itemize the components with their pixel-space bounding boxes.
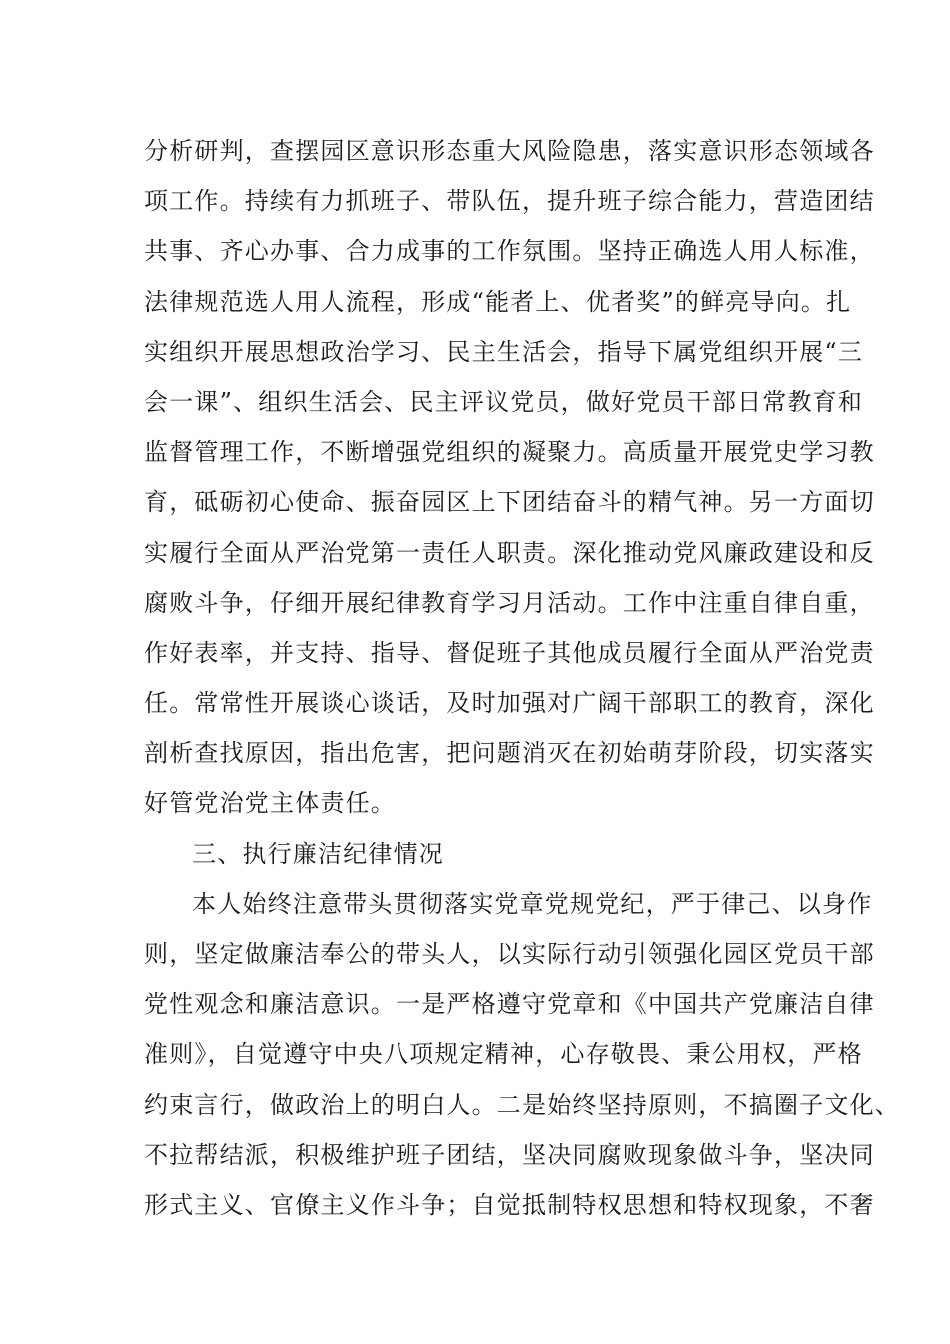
paragraph-line: 剖析查找原因，指出危害，把问题消灭在初始萌芽阶段，切实落实: [144, 739, 875, 768]
paragraph-line: 监督管理工作，不断增强党组织的凝聚力。高质量开展党史学习教: [144, 438, 875, 467]
paragraph-line: 项工作。持续有力抓班子、带队伍，提升班子综合能力，营造团结: [144, 187, 875, 216]
paragraph-line: 育，砥砺初心使命、振奋园区上下团结奋斗的精气神。另一方面切: [144, 488, 875, 517]
paragraph-line: 不拉帮结派，积极维护班子团结，坚决同腐败现象做斗争，坚决同: [144, 1140, 875, 1169]
section-heading: 三、执行廉洁纪律情况: [192, 839, 444, 868]
paragraph-line: 准则》，自觉遵守中央八项规定精神，心存敬畏、秉公用权，严格: [144, 1040, 863, 1069]
paragraph-line: 腐败斗争，仔细开展纪律教育学习月活动。工作中注重自律自重，: [144, 588, 875, 617]
paragraph-line: 约束言行，做政治上的明白人。二是始终坚持原则，不搞圈子文化、: [144, 1090, 900, 1119]
paragraph-line: 作好表率，并支持、指导、督促班子其他成员履行全面从严治党责: [144, 638, 875, 667]
paragraph-line: 则，坚定做廉洁奉公的带头人，以实际行动引领强化园区党员干部: [144, 940, 875, 968]
paragraph-line: 任。常常性开展谈心谈话，及时加强对广阔干部职工的教育，深化: [144, 689, 875, 718]
paragraph-line: 实履行全面从严治党第一责任人职责。深化推动党风廉政建设和反: [144, 538, 875, 567]
paragraph-line: 党性观念和廉洁意识。一是严格遵守党章和《中国共产党廉洁自律: [144, 990, 875, 1019]
paragraph-line: 本人始终注意带头贯彻落实党章党规党纪，严于律己、以身作: [192, 889, 873, 918]
paragraph-line: 实组织开展思想政治学习、民主生活会，指导下属党组织开展“三: [144, 337, 864, 366]
paragraph-line: 法律规范选人用人流程，形成“能者上、优者奖”的鲜亮导向。扎: [144, 287, 852, 316]
paragraph-line: 形式主义、官僚主义作斗争；自觉抵制特权思想和特权现象，不奢: [144, 1190, 875, 1219]
paragraph-line: 分析研判，查摆园区意识形态重大风险隐患，落实意识形态领域各: [144, 137, 875, 165]
paragraph-line: 会一课”、组织生活会、民主评议党员，做好党员干部日常教育和: [144, 387, 864, 416]
paragraph-line: 好管党治党主体责任。: [144, 789, 396, 818]
body-text: [144, 126, 900, 1230]
paragraph-line: 共事、齐心办事、合力成事的工作氛围。坚持正确选人用人标准，: [144, 237, 875, 266]
